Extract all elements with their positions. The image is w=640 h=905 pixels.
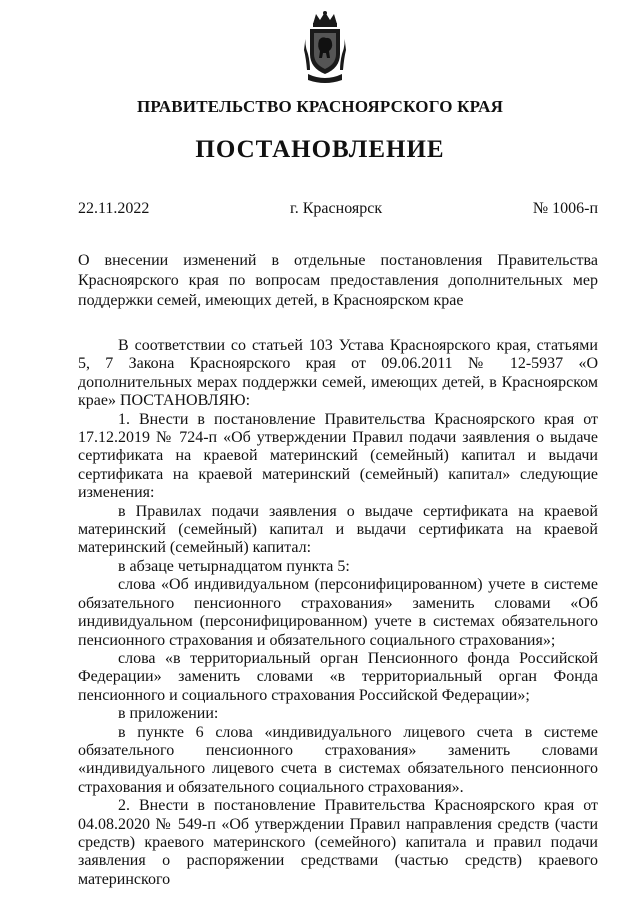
document-type-title: ПОСТАНОВЛЕНИЕ [195,136,445,163]
document-body [78,337,598,889]
body-paragraph: слова «Об индивидуальном (персонифицированном) учете в системе обязательного пенсионного страхования» заменить словами «Об индивидуальном (персонифицированном) учете в системах обязательного пенсионного страхования и обязательного социального страхования»; [78,576,598,649]
krasnoyarsk-coat-of-arms-icon [304,10,346,86]
document-subject: О внесении изменений в отдельные постановления Правительства Красноярского края по вопросам предоставления дополнительных мер поддержки семей, имеющих детей, в Красноярском крае [78,252,598,309]
body-paragraph: в пункте 6 слова «индивидуального лицевого счета в системе обязательного пенсионного страхования» заменить словами «индивидуального лицевого счета в системах обязательного пенсионного страхования и обязательного социального страхования». [78,723,598,796]
organization-name: ПРАВИТЕЛЬСТВО КРАСНОЯРСКОГО КРАЯ [136,97,504,116]
document-meta-row [78,200,598,220]
body-paragraph: В соответствии со статьей 103 Устава Красноярского края, статьями 5, 7 Закона Красноярского края от 09.06.2011 № 12-5937 «О дополнительных мерах поддержки семей, имеющих детей, в Красноярском крае» ПОСТАНОВЛЯЮ: [78,337,598,410]
body-paragraph: в абзаце четырнадцатом пункта 5: [118,557,350,575]
body-paragraph: 2. Внести в постановление Правительства Красноярского края от 04.08.2020 № 549-п «Об утверждении Правил направления средств (части средств) краевого материнского (семейного) капитала и правил подачи заявления о распоряжении средствами (частью средств) краевого материнского [78,797,598,888]
body-paragraph: слова «в территориальный орган Пенсионного фонда Российской Федерации» заменить словами «в территориальный орган Фонда пенсионного и социального страхования Российской Федерации»; [78,649,598,704]
body-paragraph: 1. Внести в постановление Правительства Красноярского края от 17.12.2019 № 724-п «Об утверждении Правил подачи заявления о выдаче сертификата на краевой материнский (семейный) капитал и выдачи сертификата на краевой материнский (семейный) капитал» следующие изменения: [78,410,598,502]
body-paragraph: в приложении: [118,705,219,723]
document-city: г. Красноярск [290,200,383,217]
document-date: 22.11.2022 [78,200,150,217]
document-number: № 1006-п [532,200,598,217]
body-paragraph: в Правилах подачи заявления о выдаче сертификата на краевой материнский (семейный) капитал и выдачи сертификата на краевой материнский (семейный) капитал: [78,502,598,557]
